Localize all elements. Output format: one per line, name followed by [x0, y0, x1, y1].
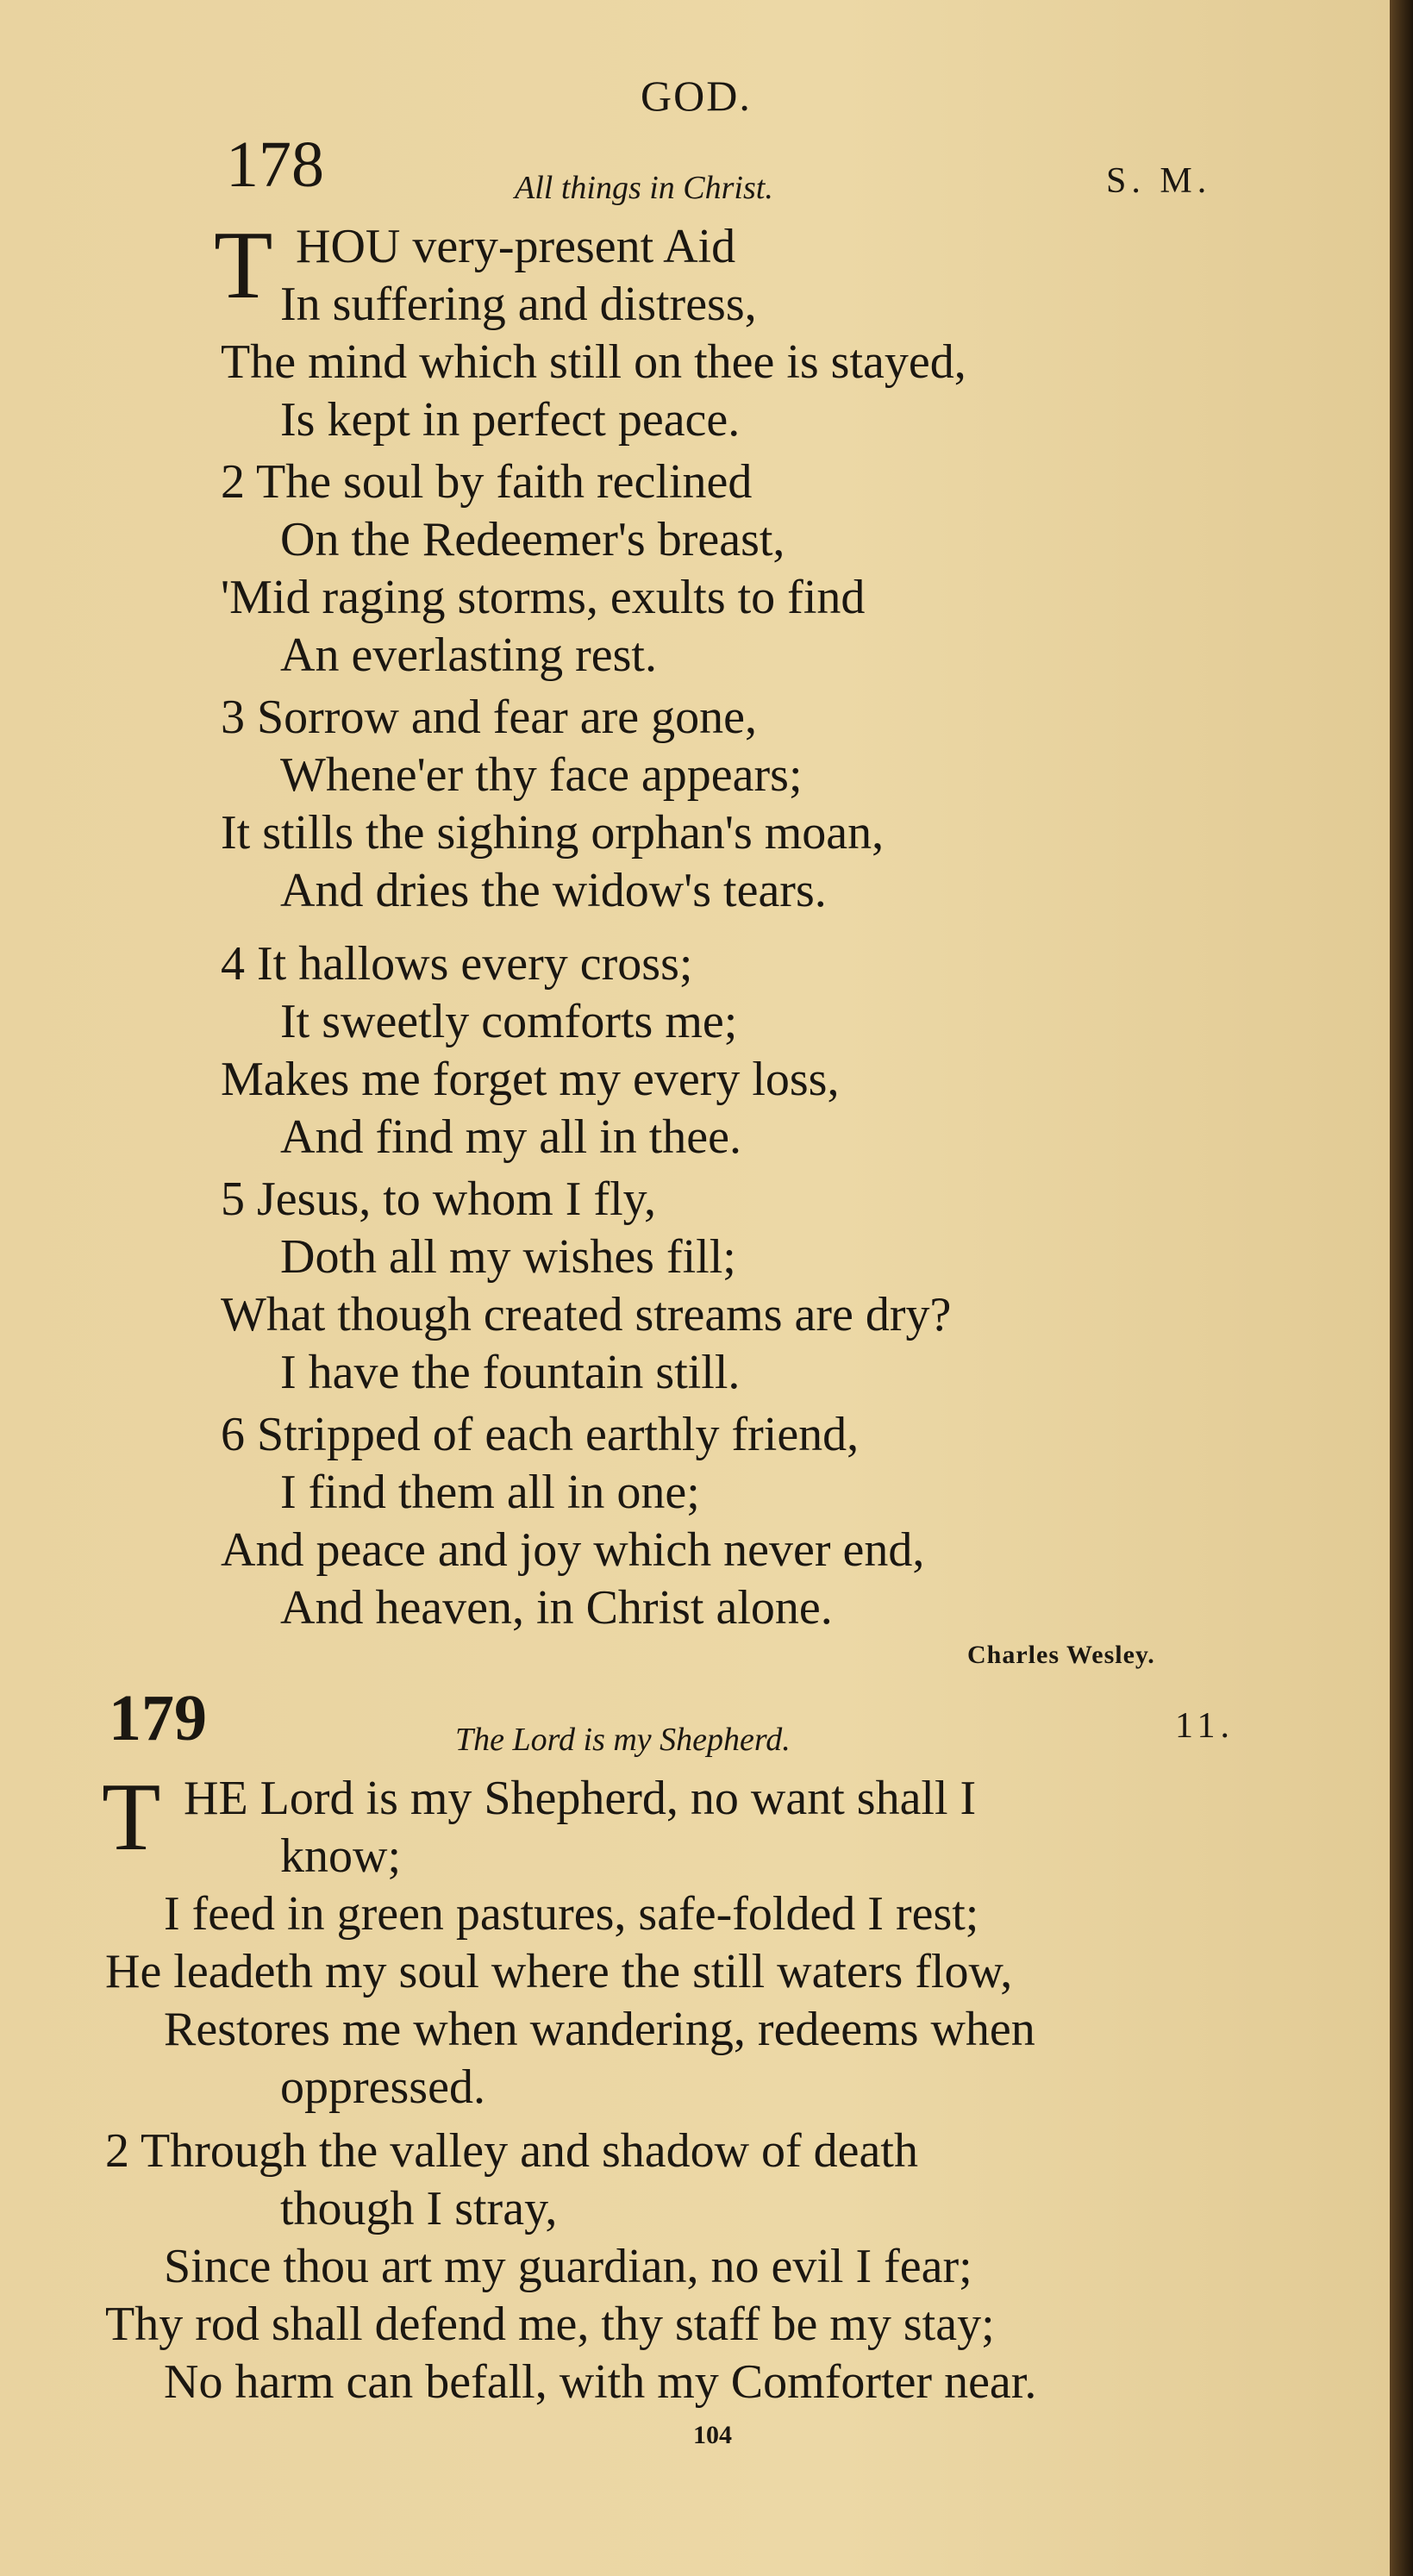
hymn-line: In suffering and distress,	[280, 278, 757, 331]
book-edge	[1390, 0, 1413, 2576]
hymn-line: The mind which still on thee is stayed,	[221, 335, 966, 389]
hymn-line: 5 Jesus, to whom I fly,	[221, 1172, 657, 1226]
hymn-title: All things in Christ.	[515, 170, 773, 206]
hymn-line: And find my all in thee.	[280, 1110, 742, 1164]
hymn-line: 2 The soul by faith reclined	[221, 455, 753, 509]
hymn-author: Charles Wesley.	[967, 1641, 1155, 1669]
hymn-line: Makes me forget my every loss,	[221, 1053, 840, 1106]
hymn-line: 3 Sorrow and fear are gone,	[221, 691, 757, 744]
hymn-line: And heaven, in Christ alone.	[280, 1581, 833, 1635]
hymn-line: 'Mid raging storms, exults to find	[221, 571, 866, 624]
hymn-line: 4 It hallows every cross;	[221, 937, 693, 991]
hymn-line: HOU very-present Aid	[296, 220, 736, 273]
hymn-line: I have the fountain still.	[280, 1346, 741, 1399]
hymn-line: It sweetly comforts me;	[280, 995, 738, 1048]
hymn-line: No harm can befall, with my Comforter near.	[164, 2355, 1037, 2409]
hymn-number: 178	[226, 128, 324, 201]
hymn-number: 179	[109, 1682, 207, 1754]
hymn-line: And dries the widow's tears.	[280, 864, 827, 917]
hymn-line: I find them all in one;	[280, 1466, 700, 1519]
section-title: GOD.	[641, 72, 752, 120]
hymn-line: Thy rod shall defend me, thy staff be my stay;	[105, 2298, 995, 2351]
hymn-line: An everlasting rest.	[280, 628, 657, 682]
hymn-meter: S. M.	[1106, 161, 1212, 201]
hymn-line: It stills the sighing orphan's moan,	[221, 806, 885, 860]
drop-cap: T	[214, 212, 273, 319]
hymn-line: On the Redeemer's breast,	[280, 513, 785, 566]
hymn-line: HE Lord is my Shepherd, no want shall I	[184, 1772, 977, 1825]
hymn-line: Is kept in perfect peace.	[280, 393, 741, 447]
hymn-line: Whene'er thy face appears;	[280, 748, 803, 802]
hymn-line: What though created streams are dry?	[221, 1288, 952, 1341]
hymn-line: Since thou art my guardian, no evil I fear;	[164, 2240, 972, 2293]
hymn-line: know;	[280, 1829, 401, 1883]
hymn-line: 2 Through the valley and shadow of death	[105, 2124, 918, 2178]
page-number: 104	[693, 2421, 732, 2449]
hymn-line: though I stray,	[280, 2182, 558, 2235]
hymn-line: oppressed.	[280, 2060, 485, 2114]
hymn-line: And peace and joy which never end,	[221, 1523, 925, 1577]
hymn-line: Restores me when wandering, redeems when	[164, 2003, 1035, 2056]
hymn-title: The Lord is my Shepherd.	[455, 1722, 791, 1758]
hymn-line: He leadeth my soul where the still waters flow,	[105, 1945, 1013, 1998]
hymn-line: Doth all my wishes fill;	[280, 1230, 736, 1284]
hymn-line: 6 Stripped of each earthly friend,	[221, 1408, 860, 1461]
hymn-line: I feed in green pastures, safe-folded I rest;	[164, 1887, 979, 1941]
drop-cap: T	[102, 1764, 161, 1871]
hymn-meter: 11.	[1175, 1706, 1235, 1746]
